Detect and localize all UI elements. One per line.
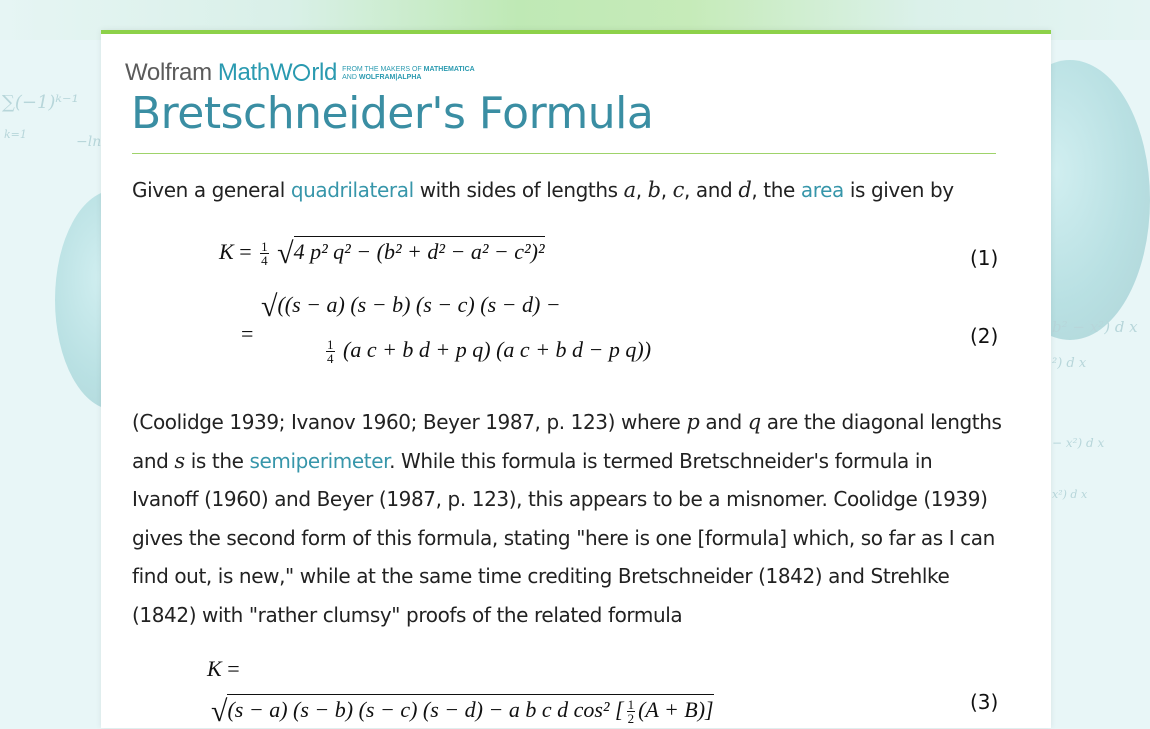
- equation-1: K = $\frac{1}{4}$ √4 p² q² − (b² + d² − a² − c²)²: [219, 237, 545, 270]
- article-card: [101, 30, 1051, 728]
- background-math-right-1: b² − x²) d x: [1052, 318, 1138, 336]
- intro-paragraph: Given a general quadrilateral with sides of lengths a, b, c, and d, the area is given by: [132, 178, 954, 202]
- equation-3-radical: √(s − a) (s − b) (s − c) (s − d) − a b c d cos² [ $\frac{1}{2}$ (A + B)]: [211, 695, 714, 728]
- mathworld-logo[interactable]: [125, 58, 475, 88]
- equation-2-line-1: √((s − a) (s − b) (s − c) (s − d) −: [261, 290, 561, 323]
- logo-wolfram: Wolfram: [125, 59, 212, 86]
- page-title: Bretschneider's Formula: [131, 88, 654, 139]
- equation-2-line-2: $\frac{1}{4}$ (a c + b d + p q) (a c + b d − p q)): [327, 337, 652, 367]
- globe-icon: [293, 64, 310, 81]
- logo-mathworld: MathW rld: [217, 59, 338, 86]
- title-divider: [132, 153, 996, 154]
- equation-number-3: (3): [970, 690, 999, 714]
- body-paragraph: (Coolidge 1939; Ivanov 1960; Beyer 1987, p. 123) where p and q are the diagonal lengths and s is the semiperimeter. While this formula is termed Bretschneider's formula in Ivanoff (1960) and Beyer (1987, p. 123), this appears to be a misnomer. Coolidge (1939) gives the second form of this formula, stating "here is one [formula] which, so far as I can find out, is new," while at the same time crediting Bretschneider (1842) and Strehlke (1842) with "rather clumsy" proofs of the related formula: [132, 410, 1002, 627]
- equation-3-lhs: K =: [207, 656, 240, 681]
- equation-number-1: (1): [970, 246, 999, 270]
- link-quadrilateral[interactable]: quadrilateral: [290, 178, 414, 202]
- background-math-left-ln: −ln: [76, 134, 102, 150]
- equation-number-2: (2): [970, 324, 999, 348]
- link-semiperimeter[interactable]: semiperimeter: [249, 448, 390, 473]
- background-math-left: ∑(−1)ᵏ⁻¹: [2, 92, 79, 113]
- background-math-right-4: x²) d x: [1052, 488, 1088, 501]
- link-area[interactable]: area: [800, 178, 844, 202]
- background-math-right-2: ²) d x: [1052, 356, 1087, 371]
- logo-tagline: FROM THE MAKERS OF MATHEMATICA AND WOLFRAM|ALPHA: [342, 66, 475, 81]
- equation-2-equals: =: [241, 321, 254, 346]
- background-math-left-sub: k=1: [4, 128, 27, 141]
- background-math-right-3: − x²) d x: [1052, 436, 1105, 450]
